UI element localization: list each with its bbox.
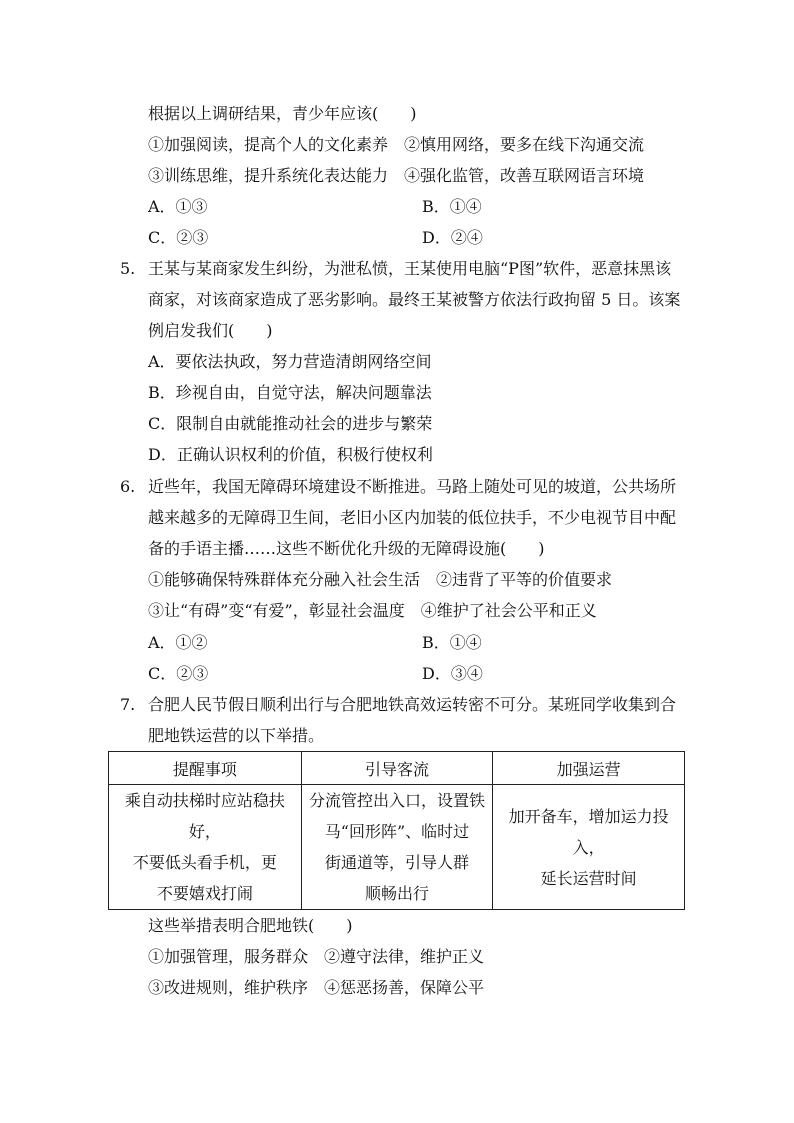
table-header-strengthen-operation: 加强运营 — [493, 752, 685, 785]
table-cell-guide-flow — [301, 785, 493, 910]
table-row — [109, 785, 685, 910]
table-cell-line: 马“回形阵”、临时过 — [324, 822, 470, 841]
table-cell-line: 不要嬉戏打闹 — [156, 884, 253, 903]
table-cell-line: 分流管控出入口，设置铁 — [308, 791, 485, 810]
table-cell-line: 顺畅出行 — [364, 884, 429, 903]
table-cell-line: 街通道等，引导人群 — [324, 853, 469, 872]
q4-option-b: B．①④ — [422, 197, 482, 216]
q6-statement-1: ①能够确保特殊群体充分融入社会生活 ②违背了平等的价值要求 — [148, 570, 613, 589]
q6-stem-line-1: 近些年，我国无障碍环境建设不断推进。马路上随处可见的坡道，公共场所 — [148, 477, 677, 496]
q5-option-d: D．正确认识权利的价值，积极行使权利 — [148, 445, 433, 464]
table-cell-line: 延长运营时间 — [540, 868, 637, 888]
q4-statement-2: ③训练思维，提升系统化表达能力 ④强化监管，改善互联网语言环境 — [148, 166, 645, 185]
q6-stem-line-3: 备的手语主播……这些不断优化升级的无障碍设施( ) — [148, 539, 545, 558]
q7-statement-1: ①加强管理，服务群众 ②遵守法律，维护正义 — [148, 947, 485, 966]
q6-number: 6. — [120, 477, 136, 496]
table-header-reminders: 提醒事项 — [109, 752, 302, 785]
table-header-row — [109, 752, 685, 785]
q4-option-d: D．②④ — [422, 228, 483, 247]
q6-statement-2: ③让“有碍”变“有爱”，彰显社会温度 ④维护了社会公平和正义 — [148, 601, 597, 620]
q4-stem: 根据以上调研结果，青少年应该( ) — [148, 104, 417, 123]
q4-statement-1: ①加强阅读，提高个人的文化素养 ②慎用网络，要多在线下沟通交流 — [148, 135, 645, 154]
table-cell-line: 乘自动扶梯时应站稳扶好， — [124, 791, 285, 841]
q6-stem-line-2: 越来越多的无障碍卫生间，老旧小区内加装的低位扶手，不少电视节目中配 — [148, 508, 677, 527]
table-cell-strengthen-operation — [493, 785, 685, 910]
q5-number: 5. — [120, 259, 136, 278]
q7-question: 这些举措表明合肥地铁( ) — [148, 916, 353, 935]
q5-option-b: B．珍视自由，自觉守法，解决问题靠法 — [148, 383, 432, 402]
q6-option-b: B．①④ — [422, 633, 482, 652]
q5-stem-line-1: 王某与某商家发生纠纷，为泄私愤，王某使用电脑“P图”软件，恶意抹黑该 — [148, 259, 672, 278]
table-header-guide-flow: 引导客流 — [301, 752, 493, 785]
q4-option-a: A．①③ — [148, 197, 208, 216]
q7-stem-line-1: 合肥人民节假日顺利出行与合肥地铁高效运转密不可分。某班同学收集到合 — [148, 695, 677, 714]
q5-stem-line-2: 商家，对该商家造成了恶劣影响。最终王某被警方依法行政拘留 5 日。该案 — [148, 290, 681, 309]
table-cell-line: 不要低头看手机，更 — [132, 853, 277, 872]
table-cell-line: 加开备车，增加运力投入， — [508, 806, 669, 857]
q6-option-c: C．②③ — [148, 664, 209, 683]
q6-option-a: A．①② — [148, 633, 208, 652]
q5-option-a: A．要依法执政，努力营造清朗网络空间 — [148, 352, 432, 371]
q4-option-c: C．②③ — [148, 228, 209, 247]
q7-number: 7. — [120, 695, 136, 714]
q5-stem-line-3: 例启发我们( ) — [148, 321, 273, 340]
q5-option-c: C．限制自由就能推动社会的进步与繁荣 — [148, 414, 433, 433]
table-cell-reminders — [109, 785, 302, 910]
q6-option-d: D．③④ — [422, 664, 483, 683]
q7-stem-line-2: 肥地铁运营的以下举措。 — [148, 726, 325, 745]
q7-statement-2: ③改进规则，维护秩序 ④惩恶扬善，保障公平 — [148, 978, 485, 997]
q7-measures-table — [108, 751, 685, 910]
